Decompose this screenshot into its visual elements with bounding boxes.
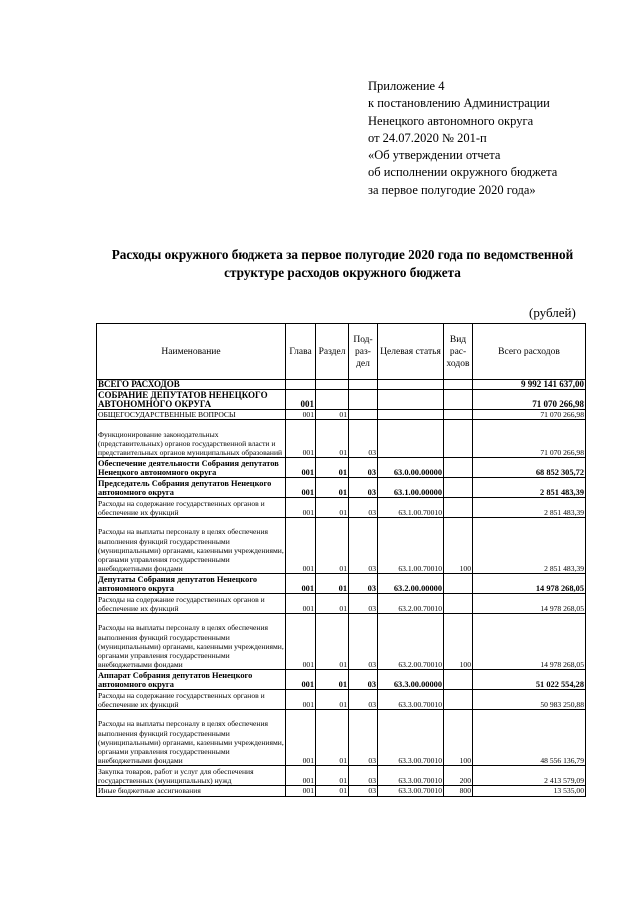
table-row — [97, 786, 586, 796]
row-glava: 001 — [286, 458, 316, 478]
row-target-article: 63.2.00.70010 — [378, 594, 444, 614]
row-target-article: 63.3.00.70010 — [378, 766, 444, 786]
row-glava: 001 — [286, 594, 316, 614]
row-target-article: 63.3.00.70010 — [378, 690, 444, 710]
table-row — [97, 690, 586, 710]
row-expense-type: 100 — [444, 710, 473, 766]
table-row — [97, 380, 586, 390]
table-row — [97, 390, 586, 410]
row-podrazdel: 03 — [349, 690, 378, 710]
row-target-article: 63.3.00.70010 — [378, 710, 444, 766]
row-expense-type — [444, 380, 473, 390]
table-row — [97, 420, 586, 458]
row-expense-type: 100 — [444, 518, 473, 574]
row-glava: 001 — [286, 710, 316, 766]
row-glava: 001 — [286, 518, 316, 574]
row-razdel: 01 — [316, 670, 349, 690]
row-podrazdel: 03 — [349, 498, 378, 518]
appendix-line: об исполнении окружного бюджета — [368, 165, 558, 180]
row-target-article — [378, 420, 444, 458]
row-razdel: 01 — [316, 594, 349, 614]
appendix-line: Ненецкого автономного округа — [368, 113, 534, 128]
table-header-row — [97, 324, 586, 380]
row-total: 2 851 483,39 — [473, 478, 586, 498]
row-total: 71 070 266,98 — [473, 410, 586, 420]
row-total: 68 852 305,72 — [473, 458, 586, 478]
row-expense-type: 100 — [444, 614, 473, 670]
row-podrazdel: 03 — [349, 670, 378, 690]
row-name: Председатель Собрания депутатов Ненецкого автономного округа — [97, 478, 286, 498]
row-name: Расходы на содержание государственных органов и обеспечение их функций — [97, 498, 286, 518]
table-row — [97, 410, 586, 420]
row-name: СОБРАНИЕ ДЕПУТАТОВ НЕНЕЦКОГО АВТОНОМНОГО ОКРУГА — [97, 390, 286, 410]
row-total: 9 992 141 637,00 — [473, 380, 586, 390]
row-razdel: 01 — [316, 410, 349, 420]
row-total: 13 535,00 — [473, 786, 586, 796]
row-expense-type — [444, 420, 473, 458]
row-target-article: 63.3.00.00000 — [378, 670, 444, 690]
row-name: Функционирование законодательных (представительных) органов государственной власти и представительных органов муниципальных образований — [97, 420, 286, 458]
appendix-line: к постановлению Администрации — [368, 96, 550, 111]
appendix-line: Приложение 4 — [368, 79, 445, 93]
row-total: 71 070 266,98 — [473, 420, 586, 458]
table-row — [97, 766, 586, 786]
row-expense-type — [444, 410, 473, 420]
table-row — [97, 478, 586, 498]
row-expense-type — [444, 690, 473, 710]
table-body — [97, 380, 586, 797]
row-glava: 001 — [286, 410, 316, 420]
row-target-article: 63.1.00.70010 — [378, 498, 444, 518]
row-razdel: 01 — [316, 786, 349, 796]
table-row — [97, 594, 586, 614]
row-expense-type — [444, 574, 473, 594]
row-total: 14 978 268,05 — [473, 594, 586, 614]
row-total: 50 983 250,88 — [473, 690, 586, 710]
row-razdel: 01 — [316, 458, 349, 478]
row-glava: 001 — [286, 498, 316, 518]
row-target-article — [378, 410, 444, 420]
row-name: Обеспечение деятельности Собрания депутатов Ненецкого автономного округа — [97, 458, 286, 478]
appendix-block — [368, 78, 618, 199]
row-razdel: 01 — [316, 710, 349, 766]
unit-label: (рублей) — [529, 305, 576, 320]
row-podrazdel: 03 — [349, 614, 378, 670]
row-expense-type: 800 — [444, 786, 473, 796]
row-podrazdel: 03 — [349, 710, 378, 766]
appendix-line: от 24.07.2020 № 201-п — [368, 130, 487, 145]
row-podrazdel: 03 — [349, 478, 378, 498]
row-name: ВСЕГО РАСХОДОВ — [97, 380, 286, 390]
row-target-article: 63.3.00.70010 — [378, 786, 444, 796]
header-target-article: Целевая статья — [378, 324, 444, 380]
row-name: Закупка товаров, работ и услуг для обеспечения государственных (муниципальных) нужд — [97, 766, 286, 786]
row-glava: 001 — [286, 786, 316, 796]
row-podrazdel: 03 — [349, 458, 378, 478]
row-total: 2 851 483,39 — [473, 518, 586, 574]
row-razdel — [316, 380, 349, 390]
row-expense-type — [444, 478, 473, 498]
table-row — [97, 458, 586, 478]
row-name: ОБЩЕГОСУДАРСТВЕННЫЕ ВОПРОСЫ — [97, 410, 286, 420]
header-total: Всего расходов — [473, 324, 586, 380]
row-total: 2 851 483,39 — [473, 498, 586, 518]
row-target-article: 63.1.00.70010 — [378, 518, 444, 574]
row-name: Иные бюджетные ассигнования — [97, 786, 286, 796]
header-name: Наименование — [97, 324, 286, 380]
row-target-article: 63.2.00.70010 — [378, 614, 444, 670]
appendix-line: «Об утверждении отчета — [368, 148, 501, 163]
row-target-article — [378, 380, 444, 390]
row-glava: 001 — [286, 766, 316, 786]
row-podrazdel: 03 — [349, 786, 378, 796]
row-name: Расходы на содержание государственных органов и обеспечение их функций — [97, 594, 286, 614]
row-razdel: 01 — [316, 766, 349, 786]
row-total: 48 556 136,79 — [473, 710, 586, 766]
row-podrazdel — [349, 380, 378, 390]
row-glava: 001 — [286, 690, 316, 710]
row-total: 14 978 268,05 — [473, 574, 586, 594]
row-glava: 001 — [286, 478, 316, 498]
row-target-article — [378, 390, 444, 410]
row-razdel: 01 — [316, 518, 349, 574]
row-razdel: 01 — [316, 614, 349, 670]
row-razdel: 01 — [316, 498, 349, 518]
row-razdel — [316, 390, 349, 410]
row-expense-type — [444, 458, 473, 478]
table-row — [97, 614, 586, 670]
row-expense-type — [444, 390, 473, 410]
row-target-article: 63.2.00.00000 — [378, 574, 444, 594]
row-podrazdel: 03 — [349, 574, 378, 594]
row-total: 51 022 554,28 — [473, 670, 586, 690]
row-glava: 001 — [286, 670, 316, 690]
table-row — [97, 574, 586, 594]
row-glava: 001 — [286, 614, 316, 670]
row-total: 14 978 268,05 — [473, 614, 586, 670]
row-podrazdel: 03 — [349, 766, 378, 786]
row-podrazdel — [349, 390, 378, 410]
table-row — [97, 710, 586, 766]
row-glava: 001 — [286, 574, 316, 594]
row-target-article: 63.1.00.00000 — [378, 478, 444, 498]
row-expense-type: 200 — [444, 766, 473, 786]
row-name: Депутаты Собрания депутатов Ненецкого автономного округа — [97, 574, 286, 594]
row-podrazdel: 03 — [349, 594, 378, 614]
header-expense-type: Вид рас-ходов — [444, 324, 473, 380]
row-razdel: 01 — [316, 420, 349, 458]
appendix-line: за первое полугодие 2020 года» — [368, 182, 536, 197]
row-name: Расходы на выплаты персоналу в целях обеспечения выполнения функций государственными (муниципальными) органами, казенными учреждениями, органами управления государственными внебюджетными фондами — [97, 614, 286, 670]
row-total: 2 413 579,09 — [473, 766, 586, 786]
row-glava — [286, 380, 316, 390]
row-podrazdel: 03 — [349, 518, 378, 574]
row-name: Расходы на выплаты персоналу в целях обеспечения выполнения функций государственными (муниципальными) органами, казенными учреждениями, органами управления государственными внебюджетными фондами — [97, 710, 286, 766]
row-glava: 001 — [286, 390, 316, 410]
row-glava: 001 — [286, 420, 316, 458]
header-glava: Глава — [286, 324, 316, 380]
row-expense-type — [444, 498, 473, 518]
document-title: Расходы окружного бюджета за первое полугодие 2020 года по ведомственной структуре расходов окружного бюджета — [111, 247, 574, 280]
row-total: 71 070 266,98 — [473, 390, 586, 410]
row-razdel: 01 — [316, 478, 349, 498]
table-row — [97, 670, 586, 690]
row-razdel: 01 — [316, 574, 349, 594]
row-razdel: 01 — [316, 690, 349, 710]
row-name: Расходы на содержание государственных органов и обеспечение их функций — [97, 690, 286, 710]
header-razdel: Раздел — [316, 324, 349, 380]
header-podrazdel: Под-раз-дел — [349, 324, 378, 380]
row-name: Аппарат Собрания депутатов Ненецкого автономного округа — [97, 670, 286, 690]
row-target-article: 63.0.00.00000 — [378, 458, 444, 478]
row-expense-type — [444, 594, 473, 614]
row-name: Расходы на выплаты персоналу в целях обеспечения выполнения функций государственными (муниципальными) органами, казенными учреждениями, органами управления государственными внебюджетными фондами — [97, 518, 286, 574]
expenses-table — [96, 323, 586, 797]
row-podrazdel: 03 — [349, 420, 378, 458]
table-row — [97, 498, 586, 518]
row-podrazdel — [349, 410, 378, 420]
table-row — [97, 518, 586, 574]
row-expense-type — [444, 670, 473, 690]
